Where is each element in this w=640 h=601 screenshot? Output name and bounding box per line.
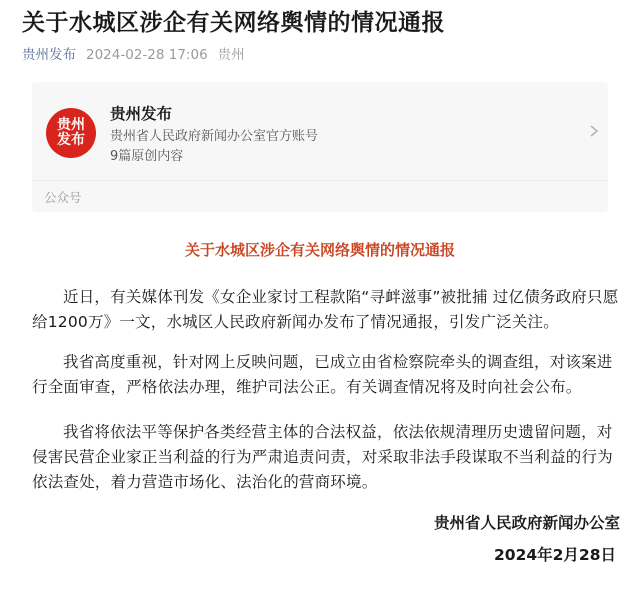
notice-heading: 关于水城区涉企有关网络舆情的情况通报 — [184, 241, 455, 259]
paragraph-1: 近日，有关媒体刊发《女企业家讨工程款陷“寻衅滋事”被批捕 过亿债务政府只愿给1200万》一文，水城区人民政府新闻办发布了情况通报，引发广泛关注。 — [32, 288, 619, 331]
article-meta — [22, 46, 245, 64]
account-original-count: 9篇原创内容 — [110, 149, 184, 164]
publish-location: 贵州 — [217, 47, 245, 63]
account-card-main[interactable] — [32, 82, 608, 181]
signature-date: 2024年2月28日 — [494, 546, 616, 564]
account-description: 贵州省人民政府新闻办公室官方账号 — [110, 129, 319, 144]
account-type-label: 公众号 — [44, 190, 82, 205]
account-logo — [46, 108, 96, 158]
account-card[interactable] — [32, 82, 608, 212]
publish-date: 2024-02-28 17:06 — [86, 47, 208, 63]
article-title: 关于水城区涉企有关网络舆情的情况通报 — [22, 10, 445, 36]
account-logo-text: 贵州发布 — [57, 117, 85, 148]
signature-organization: 贵州省人民政府新闻办公室 — [433, 514, 620, 532]
author-link[interactable]: 贵州发布 — [22, 47, 76, 63]
paragraph-3: 我省将依法平等保护各类经营主体的合法权益，依法依规清理历史遗留问题，对侵害民营企业家正当利益的行为严肃追责问责，对采取非法手段谋取不当利益的行为依法查处，着力营造市场化、法治化的营商环境。 — [32, 423, 613, 491]
chevron-right-icon[interactable] — [588, 124, 600, 138]
account-name: 贵州发布 — [110, 105, 173, 123]
paragraph-2: 我省高度重视，针对网上反映问题，已成立由省检察院牵头的调查组，对该案进行全面审查，严格依法办理，维护司法公正。有关调查情况将及时向社会公布。 — [32, 353, 613, 396]
